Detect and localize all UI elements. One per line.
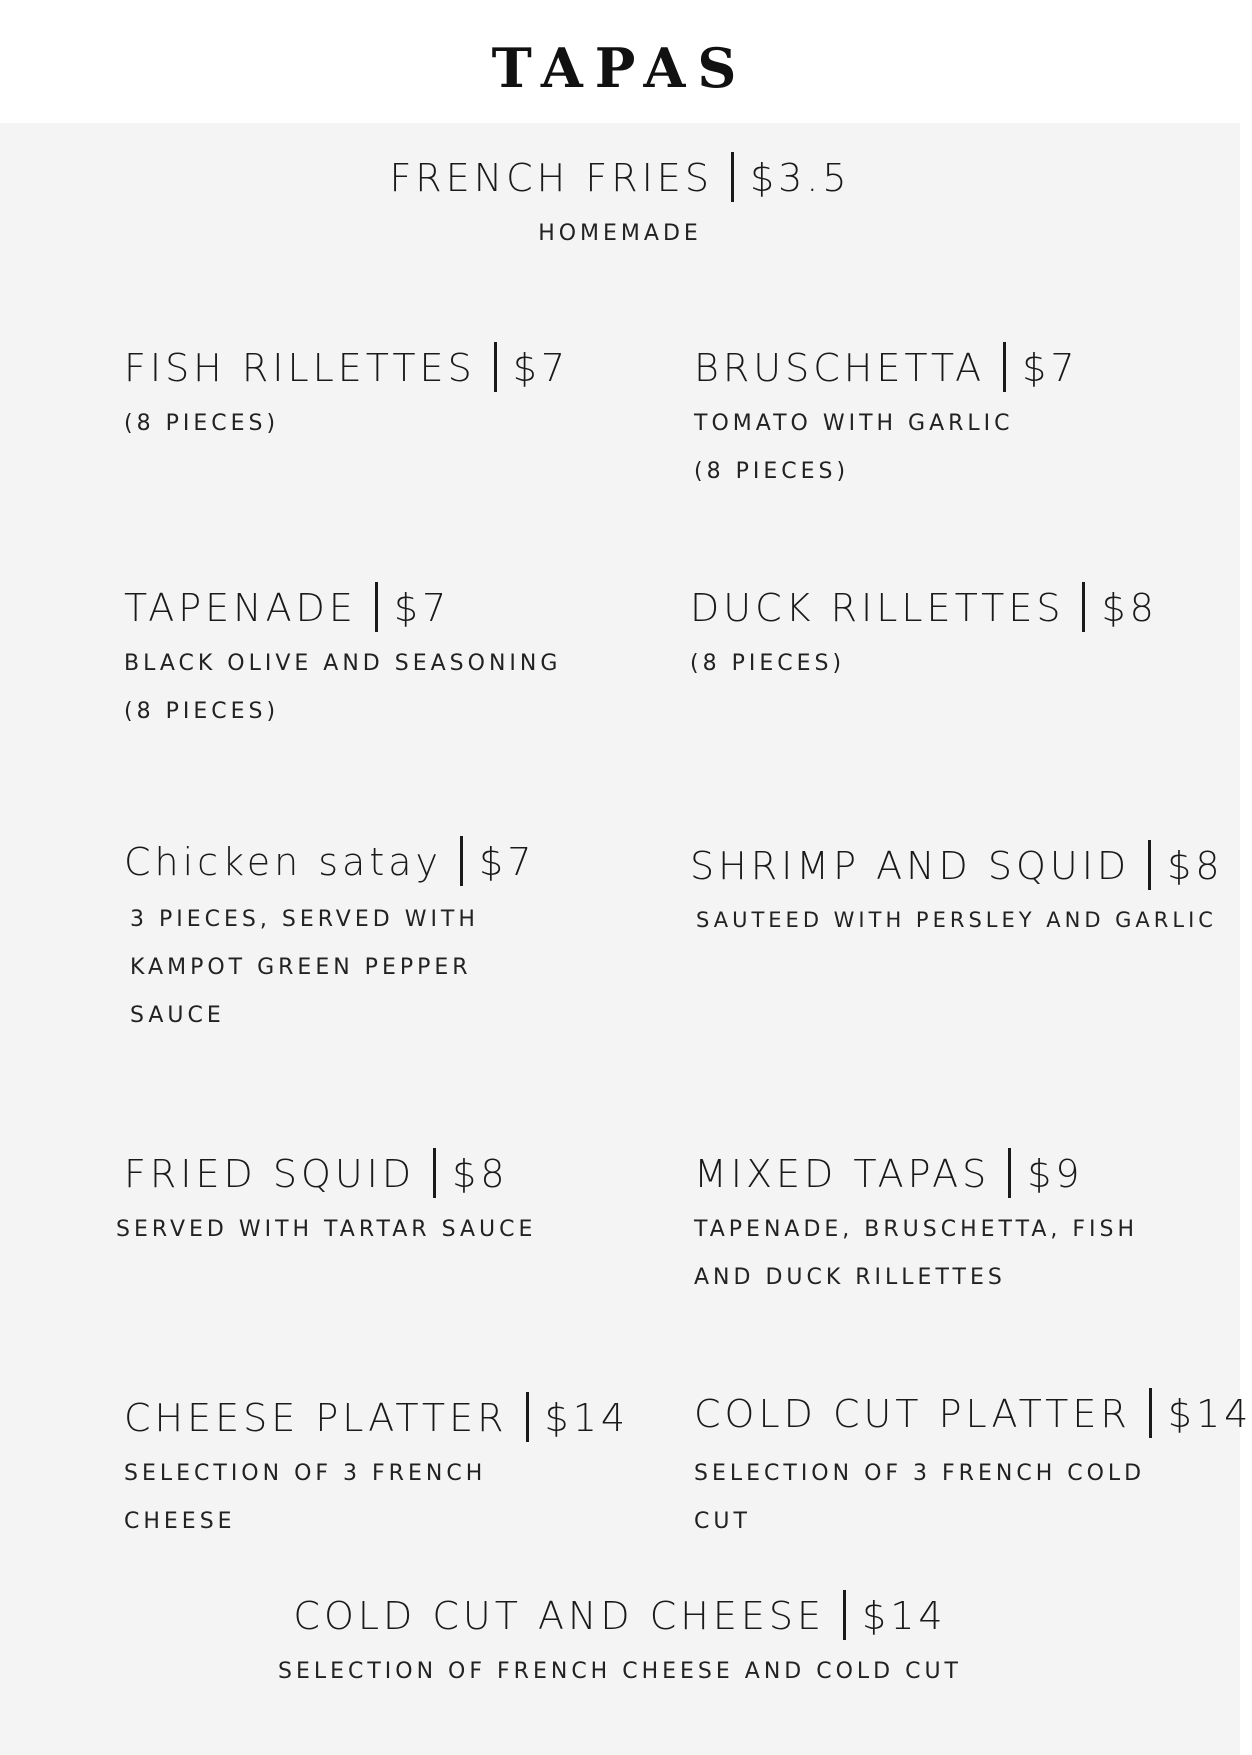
item-name: BRUSCHETTA — [694, 346, 986, 390]
item-price: $14 — [1167, 1392, 1252, 1436]
item-price: $8 — [1167, 844, 1224, 888]
separator-bar — [494, 342, 497, 392]
item-description: (8 PIECES) — [124, 410, 280, 436]
separator-bar — [1148, 840, 1151, 890]
separator-bar — [1003, 342, 1006, 392]
item-description: SELECTION OF FRENCH CHEESE AND COLD CUT — [277, 1658, 962, 1684]
item-heading — [690, 582, 1158, 636]
item-description: CHEESE — [124, 1508, 236, 1534]
item-name: FRENCH FRIES — [389, 156, 713, 200]
menu-title: TAPAS — [491, 36, 749, 100]
menu-item-french-fries — [0, 152, 1240, 258]
separator-bar — [433, 1148, 436, 1198]
item-price: $7 — [1022, 346, 1079, 390]
item-heading — [124, 1148, 536, 1202]
item-name: TAPENADE — [124, 586, 357, 630]
menu-item-shrimp-and-squid — [690, 840, 1224, 944]
item-name: FISH RILLETTES — [124, 346, 476, 390]
item-description: SELECTION OF 3 FRENCH COLD — [694, 1460, 1146, 1486]
menu-item-cheese-platter — [124, 1392, 629, 1546]
item-price: $7 — [479, 840, 536, 884]
item-description: CUT — [694, 1508, 751, 1534]
item-heading — [690, 840, 1224, 894]
item-description: SAUCE — [130, 1002, 225, 1028]
item-description: (8 PIECES) — [694, 458, 850, 484]
item-name: CHEESE PLATTER — [124, 1396, 508, 1440]
item-price: $7 — [393, 586, 451, 630]
item-description: HOMEMADE — [538, 220, 702, 246]
item-description: SAUTEED WITH PERSLEY AND GARLIC — [696, 907, 1217, 932]
menu-item-cold-cut-platter — [694, 1388, 1252, 1546]
title-band — [0, 0, 1240, 123]
item-name: DUCK RILLETTES — [690, 586, 1065, 630]
item-name: Chicken satay — [124, 840, 443, 884]
item-name: COLD CUT AND CHEESE — [293, 1594, 826, 1638]
separator-bar — [375, 582, 378, 632]
item-heading — [124, 342, 569, 396]
item-heading — [694, 1388, 1252, 1442]
item-description: 3 PIECES, SERVED WITH — [130, 906, 479, 932]
item-price: $14 — [862, 1594, 947, 1638]
item-name: FRIED SQUID — [124, 1152, 416, 1196]
separator-bar — [526, 1392, 529, 1442]
separator-bar — [460, 836, 463, 886]
menu-item-fish-rillettes — [124, 342, 569, 448]
item-description: SELECTION OF 3 FRENCH — [124, 1460, 487, 1486]
menu-item-chicken-satay — [124, 836, 535, 1040]
item-name: SHRIMP AND SQUID — [690, 844, 1131, 888]
item-name: MIXED TAPAS — [694, 1152, 991, 1196]
item-price: $3.5 — [749, 156, 851, 200]
menu-item-tapenade — [124, 582, 561, 736]
item-heading — [0, 1590, 1240, 1644]
item-heading — [124, 836, 535, 890]
item-heading — [124, 582, 561, 636]
item-description: KAMPOT GREEN PEPPER — [130, 954, 472, 980]
item-heading — [0, 152, 1240, 206]
item-description: (8 PIECES) — [690, 650, 846, 676]
separator-bar — [1149, 1388, 1152, 1438]
item-price: $9 — [1027, 1152, 1084, 1196]
item-name: COLD CUT PLATTER — [694, 1392, 1131, 1436]
menu-item-mixed-tapas — [694, 1148, 1138, 1302]
item-price: $8 — [1101, 586, 1158, 630]
separator-bar — [843, 1590, 846, 1640]
item-heading — [694, 1148, 1138, 1202]
separator-bar — [1082, 582, 1085, 632]
menu-item-cold-cut-and-cheese — [0, 1590, 1240, 1696]
item-description: (8 PIECES) — [124, 698, 280, 724]
item-heading — [124, 1392, 629, 1446]
item-description: TOMATO WITH GARLIC — [694, 410, 1014, 436]
item-description: SERVED WITH TARTAR SAUCE — [116, 1216, 537, 1242]
item-description: BLACK OLIVE AND SEASONING — [124, 650, 562, 676]
item-description: TAPENADE, BRUSCHETTA, FISH — [694, 1216, 1139, 1242]
menu-item-bruschetta — [694, 342, 1079, 496]
item-description: AND DUCK RILLETTES — [694, 1264, 1006, 1290]
menu-item-fried-squid — [116, 1148, 537, 1254]
item-price: $14 — [544, 1396, 630, 1440]
item-price: $8 — [452, 1152, 509, 1196]
separator-bar — [731, 152, 734, 202]
item-price: $7 — [512, 346, 570, 390]
item-heading — [694, 342, 1079, 396]
separator-bar — [1008, 1148, 1011, 1198]
menu-item-duck-rillettes — [690, 582, 1158, 688]
